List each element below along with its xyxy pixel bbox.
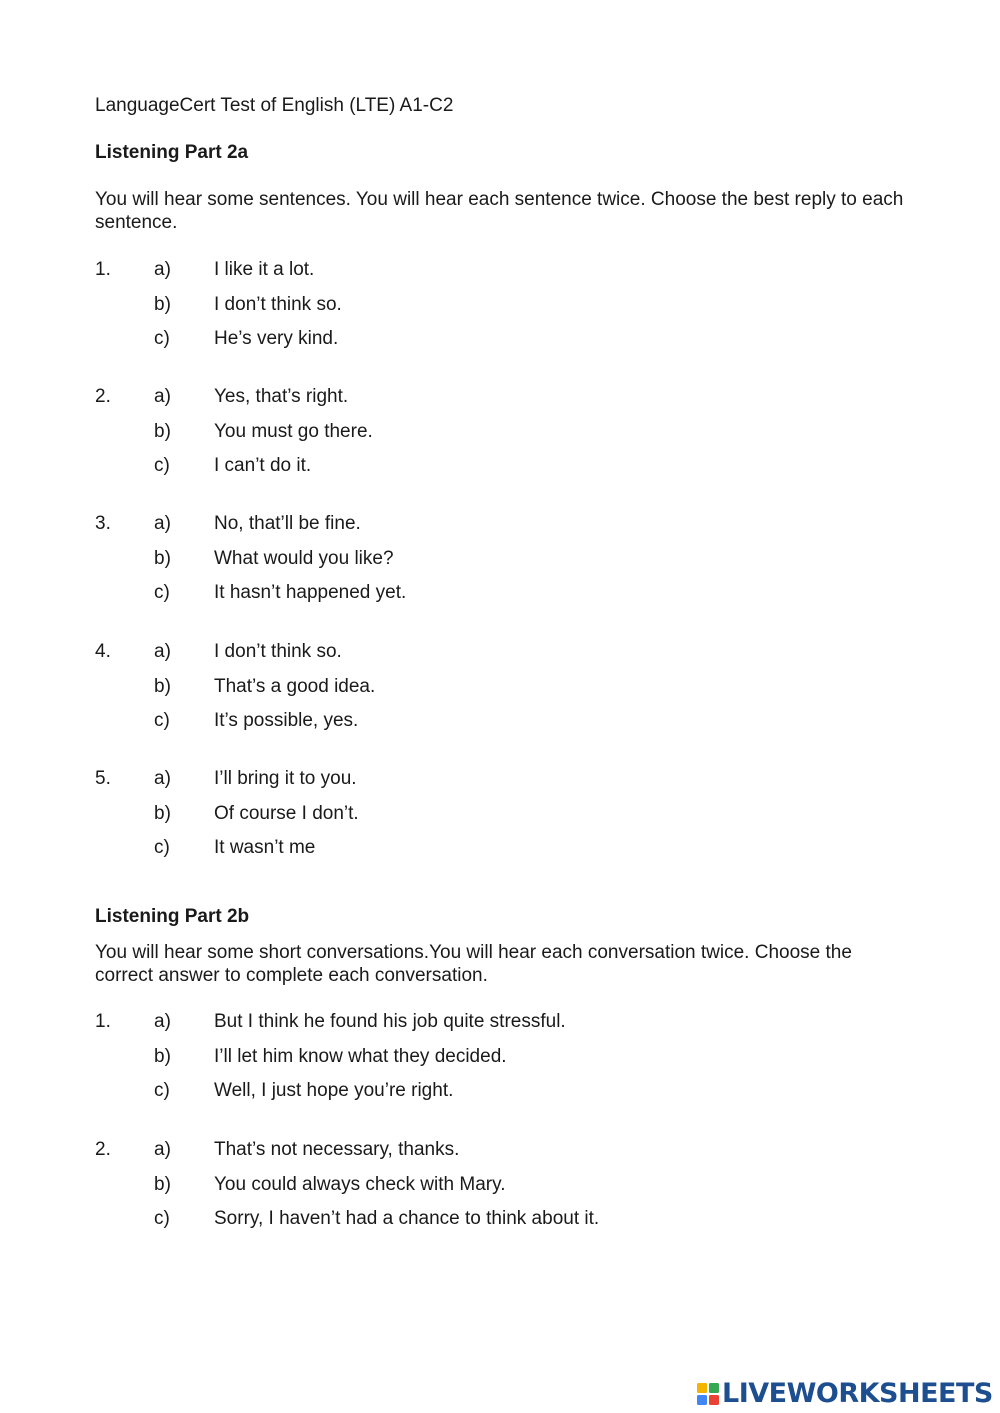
option-letter: b) <box>154 293 171 315</box>
option-text: No, that’ll be fine. <box>214 513 361 534</box>
option-row[interactable] <box>95 258 915 293</box>
option-row[interactable] <box>95 709 915 744</box>
part-2a-question-4 <box>95 640 915 744</box>
option-row[interactable] <box>95 675 915 710</box>
option-text: Of course I don’t. <box>214 802 359 824</box>
option-row[interactable] <box>95 767 915 802</box>
option-letter: b) <box>154 802 171 824</box>
option-row[interactable] <box>95 293 915 328</box>
part-2b-instructions: You will hear some short conversations.You will hear each conversation twice. Choose the correct answer to complete each conversation. <box>95 942 852 986</box>
option-letter: b) <box>154 547 171 569</box>
option-text: It’s possible, yes. <box>214 710 359 731</box>
part-2a-question-2 <box>95 385 915 489</box>
option-row[interactable] <box>95 1138 915 1173</box>
option-text: It wasn’t me <box>214 837 316 858</box>
part-2b-question-1 <box>95 1010 915 1114</box>
option-text: I can’t do it. <box>214 455 312 476</box>
option-row[interactable] <box>95 581 915 616</box>
option-row[interactable] <box>95 1045 915 1080</box>
option-text: I don’t think so. <box>214 641 342 662</box>
option-row[interactable] <box>95 512 915 547</box>
liveworksheets-logo[interactable] <box>697 1379 993 1409</box>
option-row[interactable] <box>95 385 915 420</box>
option-row[interactable] <box>95 1207 915 1242</box>
option-letter: a) <box>154 1011 171 1032</box>
option-text: I like it a lot. <box>214 259 315 280</box>
option-letter: c) <box>154 1080 170 1101</box>
part-2a-question-5 <box>95 767 915 871</box>
part-2a-heading: Listening Part 2a <box>95 142 249 163</box>
option-text: Sorry, I haven’t had a chance to think about it. <box>214 1208 600 1229</box>
option-row[interactable] <box>95 327 915 362</box>
option-letter: b) <box>154 420 171 442</box>
option-text: You could always check with Mary. <box>214 1173 506 1195</box>
option-letter: a) <box>154 768 171 789</box>
document-title: LanguageCert Test of English (LTE) A1-C2 <box>95 95 454 116</box>
option-letter: a) <box>154 513 171 534</box>
option-row[interactable] <box>95 640 915 675</box>
part-2a-instructions: You will hear some sentences. You will hear each sentence twice. Choose the best reply to each sentence. <box>95 189 904 233</box>
option-text: I’ll bring it to you. <box>214 768 357 789</box>
option-text: You must go there. <box>214 420 373 442</box>
option-letter: c) <box>154 328 170 349</box>
option-row[interactable] <box>95 547 915 582</box>
part-2a-question-1 <box>95 258 915 362</box>
option-text: I’ll let him know what they decided. <box>214 1045 507 1067</box>
option-row[interactable] <box>95 836 915 871</box>
option-letter: c) <box>154 455 170 476</box>
question-number: 1. <box>95 1011 111 1032</box>
option-text: But I think he found his job quite stressful. <box>214 1011 566 1032</box>
option-row[interactable] <box>95 1173 915 1208</box>
question-number: 2. <box>95 386 111 407</box>
option-row[interactable] <box>95 454 915 489</box>
option-letter: b) <box>154 1173 171 1195</box>
option-letter: a) <box>154 1139 171 1160</box>
part-2b-question-2 <box>95 1138 915 1242</box>
question-number: 2. <box>95 1139 111 1160</box>
option-letter: a) <box>154 386 171 407</box>
option-text: Well, I just hope you’re right. <box>214 1080 454 1101</box>
option-text: That’s not necessary, thanks. <box>214 1139 460 1160</box>
option-text: That’s a good idea. <box>214 675 376 697</box>
option-letter: a) <box>154 259 171 280</box>
question-number: 5. <box>95 768 111 789</box>
option-row[interactable] <box>95 420 915 455</box>
option-text: It hasn’t happened yet. <box>214 582 407 603</box>
option-letter: a) <box>154 641 171 662</box>
option-letter: c) <box>154 837 170 858</box>
option-text: I don’t think so. <box>214 293 342 315</box>
option-text: What would you like? <box>214 547 394 569</box>
option-text: Yes, that’s right. <box>214 386 349 407</box>
part-2b-heading: Listening Part 2b <box>95 906 250 927</box>
logo-text: LIVEWORKSHEETS <box>722 1378 993 1409</box>
option-row[interactable] <box>95 1010 915 1045</box>
option-letter: c) <box>154 1208 170 1229</box>
option-text: He’s very kind. <box>214 328 339 349</box>
question-number: 1. <box>95 259 111 280</box>
option-row[interactable] <box>95 802 915 837</box>
question-number: 4. <box>95 641 111 662</box>
liveworksheets-logo-icon <box>697 1383 719 1405</box>
option-letter: b) <box>154 675 171 697</box>
option-letter: b) <box>154 1045 171 1067</box>
option-letter: c) <box>154 582 170 603</box>
question-number: 3. <box>95 513 111 534</box>
option-row[interactable] <box>95 1079 915 1114</box>
part-2a-question-3 <box>95 512 915 616</box>
option-letter: c) <box>154 710 170 731</box>
